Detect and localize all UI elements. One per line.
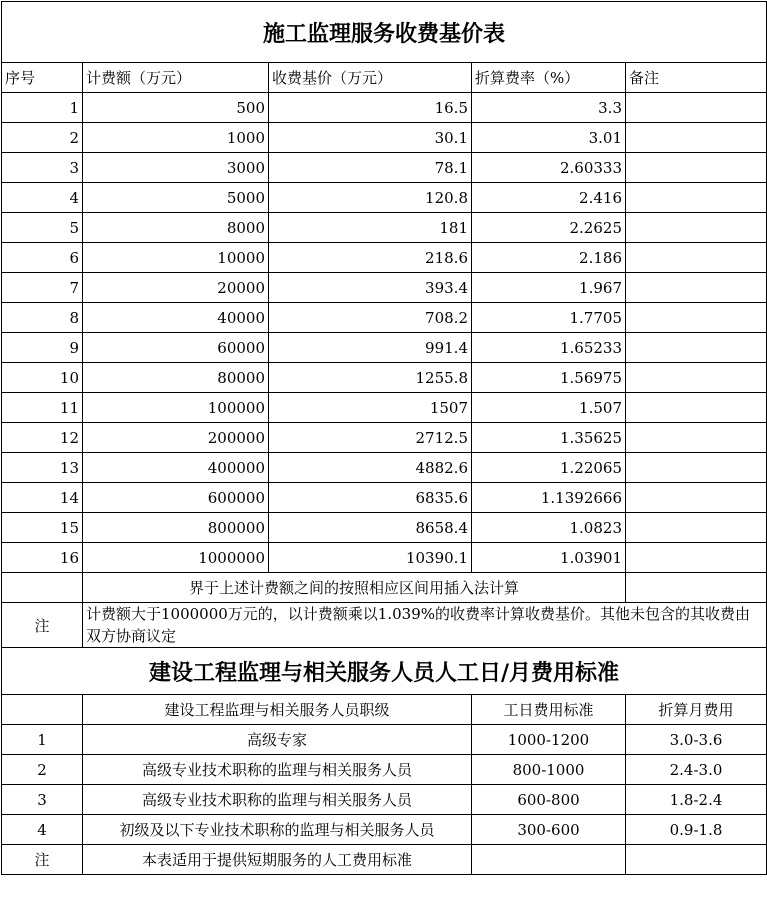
table-row	[2, 393, 767, 423]
row-base-price: 2712.5	[269, 423, 472, 453]
row-remarks	[626, 183, 767, 213]
header-fee-amount: 计费额（万元）	[83, 63, 269, 93]
row-remarks	[626, 153, 767, 183]
row-base-price: 708.2	[269, 303, 472, 333]
row-rank: 高级专业技术职称的监理与相关服务人员	[83, 755, 472, 785]
row-fee-amount: 40000	[83, 303, 269, 333]
row-base-price: 16.5	[269, 93, 472, 123]
row-fee-amount: 500	[83, 93, 269, 123]
row-index: 1	[2, 93, 83, 123]
row-monthly-fee: 2.4-3.0	[626, 755, 767, 785]
row-fee-amount: 80000	[83, 363, 269, 393]
row-daily-fee: 300-600	[472, 815, 626, 845]
row-daily-fee: 600-800	[472, 785, 626, 815]
row-rate: 1.03901	[472, 543, 626, 573]
row-fee-amount: 1000000	[83, 543, 269, 573]
row-fee-amount: 1000	[83, 123, 269, 153]
row-base-price: 30.1	[269, 123, 472, 153]
row-rank: 初级及以下专业技术职称的监理与相关服务人员	[83, 815, 472, 845]
row-index: 11	[2, 393, 83, 423]
table-row	[2, 363, 767, 393]
row-rate: 1.22065	[472, 453, 626, 483]
row-index: 15	[2, 513, 83, 543]
row-index: 9	[2, 333, 83, 363]
table1-title: 施工监理服务收费基价表	[2, 2, 767, 63]
table-row	[2, 423, 767, 453]
header-remarks: 备注	[626, 63, 767, 93]
row-fee-amount: 8000	[83, 213, 269, 243]
table2-header-monthly: 折算月费用	[626, 695, 767, 725]
row-index: 5	[2, 213, 83, 243]
table-row	[2, 453, 767, 483]
row-daily-fee: 1000-1200	[472, 725, 626, 755]
note-label: 注	[2, 603, 83, 648]
header-rate: 折算费率（%）	[472, 63, 626, 93]
row-base-price: 78.1	[269, 153, 472, 183]
row-index: 3	[2, 153, 83, 183]
table2-note-label: 注	[2, 845, 83, 875]
table2-title: 建设工程监理与相关服务人员人工日/月费用标准	[2, 648, 767, 695]
row-remarks	[626, 93, 767, 123]
row-rate: 2.416	[472, 183, 626, 213]
fee-table	[1, 1, 767, 875]
row-fee-amount: 60000	[83, 333, 269, 363]
table-row	[2, 93, 767, 123]
row-fee-amount: 5000	[83, 183, 269, 213]
row-base-price: 4882.6	[269, 453, 472, 483]
table-row	[2, 755, 767, 785]
row-rate: 1.507	[472, 393, 626, 423]
row-base-price: 991.4	[269, 333, 472, 363]
table-row	[2, 513, 767, 543]
table2-body	[2, 725, 767, 845]
row-base-price: 120.8	[269, 183, 472, 213]
row-remarks	[626, 393, 767, 423]
row-rank: 高级专业技术职称的监理与相关服务人员	[83, 785, 472, 815]
table-row	[2, 123, 767, 153]
empty-cell	[2, 573, 83, 603]
row-rate: 1.65233	[472, 333, 626, 363]
row-index: 7	[2, 273, 83, 303]
row-index: 1	[2, 725, 83, 755]
row-index: 6	[2, 243, 83, 273]
row-rate: 1.0823	[472, 513, 626, 543]
row-rate: 1.1392666	[472, 483, 626, 513]
row-index: 12	[2, 423, 83, 453]
row-index: 14	[2, 483, 83, 513]
table2-header-index	[2, 695, 83, 725]
row-fee-amount: 10000	[83, 243, 269, 273]
row-rate: 2.186	[472, 243, 626, 273]
row-daily-fee: 800-1000	[472, 755, 626, 785]
row-fee-amount: 100000	[83, 393, 269, 423]
table-row	[2, 243, 767, 273]
row-fee-amount: 200000	[83, 423, 269, 453]
row-rate: 3.3	[472, 93, 626, 123]
table-row	[2, 273, 767, 303]
row-remarks	[626, 303, 767, 333]
row-fee-amount: 600000	[83, 483, 269, 513]
table-row	[2, 815, 767, 845]
row-rate: 1.35625	[472, 423, 626, 453]
row-fee-amount: 800000	[83, 513, 269, 543]
table-row	[2, 183, 767, 213]
row-remarks	[626, 483, 767, 513]
row-fee-amount: 400000	[83, 453, 269, 483]
row-base-price: 8658.4	[269, 513, 472, 543]
table-row	[2, 483, 767, 513]
row-base-price: 1507	[269, 393, 472, 423]
row-index: 3	[2, 785, 83, 815]
row-rate: 1.967	[472, 273, 626, 303]
table2-header-daily: 工日费用标准	[472, 695, 626, 725]
row-index: 13	[2, 453, 83, 483]
table-row	[2, 333, 767, 363]
header-base-price: 收费基价（万元）	[269, 63, 472, 93]
row-index: 4	[2, 183, 83, 213]
row-base-price: 181	[269, 213, 472, 243]
row-remarks	[626, 513, 767, 543]
row-monthly-fee: 1.8-2.4	[626, 785, 767, 815]
interpolation-note: 界于上述计费额之间的按照相应区间用插入法计算	[83, 573, 626, 603]
row-rate: 2.60333	[472, 153, 626, 183]
empty-cell	[472, 845, 626, 875]
row-index: 8	[2, 303, 83, 333]
row-base-price: 10390.1	[269, 543, 472, 573]
empty-cell	[626, 573, 767, 603]
row-base-price: 393.4	[269, 273, 472, 303]
table2-note-text: 本表适用于提供短期服务的人工费用标准	[83, 845, 472, 875]
row-base-price: 6835.6	[269, 483, 472, 513]
row-rate: 3.01	[472, 123, 626, 153]
table-row	[2, 213, 767, 243]
row-index: 4	[2, 815, 83, 845]
row-rate: 1.7705	[472, 303, 626, 333]
table-row	[2, 785, 767, 815]
table2-header-rank: 建设工程监理与相关服务人员职级	[83, 695, 472, 725]
row-remarks	[626, 123, 767, 153]
row-remarks	[626, 333, 767, 363]
row-fee-amount: 3000	[83, 153, 269, 183]
row-remarks	[626, 363, 767, 393]
empty-cell	[626, 845, 767, 875]
row-index: 2	[2, 755, 83, 785]
row-fee-amount: 20000	[83, 273, 269, 303]
row-remarks	[626, 243, 767, 273]
row-base-price: 1255.8	[269, 363, 472, 393]
row-index: 2	[2, 123, 83, 153]
row-base-price: 218.6	[269, 243, 472, 273]
table-row	[2, 725, 767, 755]
row-index: 16	[2, 543, 83, 573]
row-remarks	[626, 453, 767, 483]
table1-body	[2, 93, 767, 573]
row-index: 10	[2, 363, 83, 393]
row-rate: 2.2625	[472, 213, 626, 243]
row-remarks	[626, 423, 767, 453]
table-row	[2, 303, 767, 333]
table-row	[2, 543, 767, 573]
row-remarks	[626, 543, 767, 573]
row-monthly-fee: 3.0-3.6	[626, 725, 767, 755]
row-rank: 高级专家	[83, 725, 472, 755]
row-monthly-fee: 0.9-1.8	[626, 815, 767, 845]
note-text: 计费额大于1000000万元的，以计费额乘以1.039%的收费率计算收费基价。其他未包含的其收费由双方协商议定	[83, 603, 767, 648]
row-rate: 1.56975	[472, 363, 626, 393]
row-remarks	[626, 213, 767, 243]
table-row	[2, 153, 767, 183]
row-remarks	[626, 273, 767, 303]
header-index: 序号	[2, 63, 83, 93]
